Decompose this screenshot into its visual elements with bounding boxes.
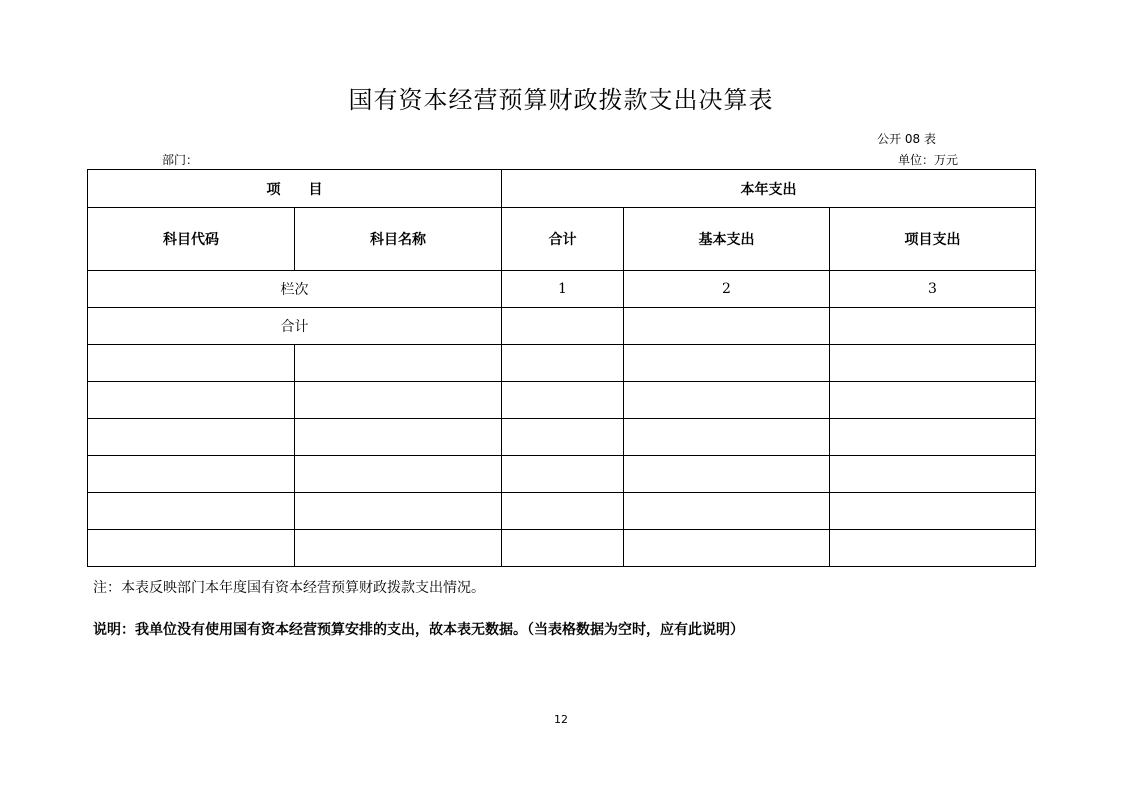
table-cell (830, 308, 1036, 345)
table-row (88, 382, 1036, 419)
department-label: 部门： (162, 153, 199, 167)
page-number: 12 (554, 713, 568, 726)
total-row-label: 合计 (88, 308, 502, 345)
table-note: 注：本表反映部门本年度国有资本经营预算财政拨款支出情况。 (93, 580, 485, 596)
table-cell (624, 419, 830, 456)
table-cell (502, 382, 624, 419)
table-cell (88, 530, 295, 567)
col-header-total: 合计 (502, 208, 624, 271)
header-row-top (88, 170, 1036, 208)
table-cell (502, 493, 624, 530)
index-col-3: 3 (830, 271, 1036, 308)
table-cell (88, 382, 295, 419)
table-row (88, 493, 1036, 530)
table-cell (295, 419, 502, 456)
table-cell (624, 345, 830, 382)
table-cell (830, 493, 1036, 530)
table-row (88, 530, 1036, 567)
table-cell (295, 493, 502, 530)
explanation-text: 说明：我单位没有使用国有资本经营预算安排的支出，故本表无数据。（当表格数据为空时，应有此说明） (93, 622, 744, 638)
table-cell (502, 419, 624, 456)
page-title: 国有资本经营预算财政拨款支出决算表 (348, 86, 774, 114)
col-header-subject-name: 科目名称 (295, 208, 502, 271)
table-row (88, 345, 1036, 382)
table-cell (502, 345, 624, 382)
table-cell (830, 382, 1036, 419)
table-cell (830, 456, 1036, 493)
table-cell (502, 308, 624, 345)
table-cell (295, 382, 502, 419)
col-header-project-expense: 项目支出 (830, 208, 1036, 271)
form-number: 公开 08 表 (877, 132, 936, 146)
index-row (88, 271, 1036, 308)
index-col-2: 2 (624, 271, 830, 308)
header-item: 项 目 (88, 170, 502, 208)
table-cell (624, 530, 830, 567)
header-row-columns (88, 208, 1036, 271)
index-row-label: 栏次 (88, 271, 502, 308)
table-cell (502, 530, 624, 567)
col-header-basic-expense: 基本支出 (624, 208, 830, 271)
index-col-1: 1 (502, 271, 624, 308)
table-cell (830, 345, 1036, 382)
table-cell (88, 345, 295, 382)
unit-label: 单位：万元 (897, 153, 958, 167)
header-annual-expense: 本年支出 (502, 170, 1036, 208)
table-cell (295, 456, 502, 493)
table-cell (624, 382, 830, 419)
expenditure-table (87, 169, 1036, 567)
table-cell (830, 419, 1036, 456)
col-header-subject-code: 科目代码 (88, 208, 295, 271)
total-row (88, 308, 1036, 345)
table-cell (502, 456, 624, 493)
table-row (88, 419, 1036, 456)
table-cell (88, 493, 295, 530)
table-cell (295, 530, 502, 567)
table-cell (88, 419, 295, 456)
table-cell (88, 456, 295, 493)
table-cell (624, 493, 830, 530)
table-cell (830, 530, 1036, 567)
table-cell (624, 456, 830, 493)
table-row (88, 456, 1036, 493)
table-cell (624, 308, 830, 345)
table-cell (295, 345, 502, 382)
